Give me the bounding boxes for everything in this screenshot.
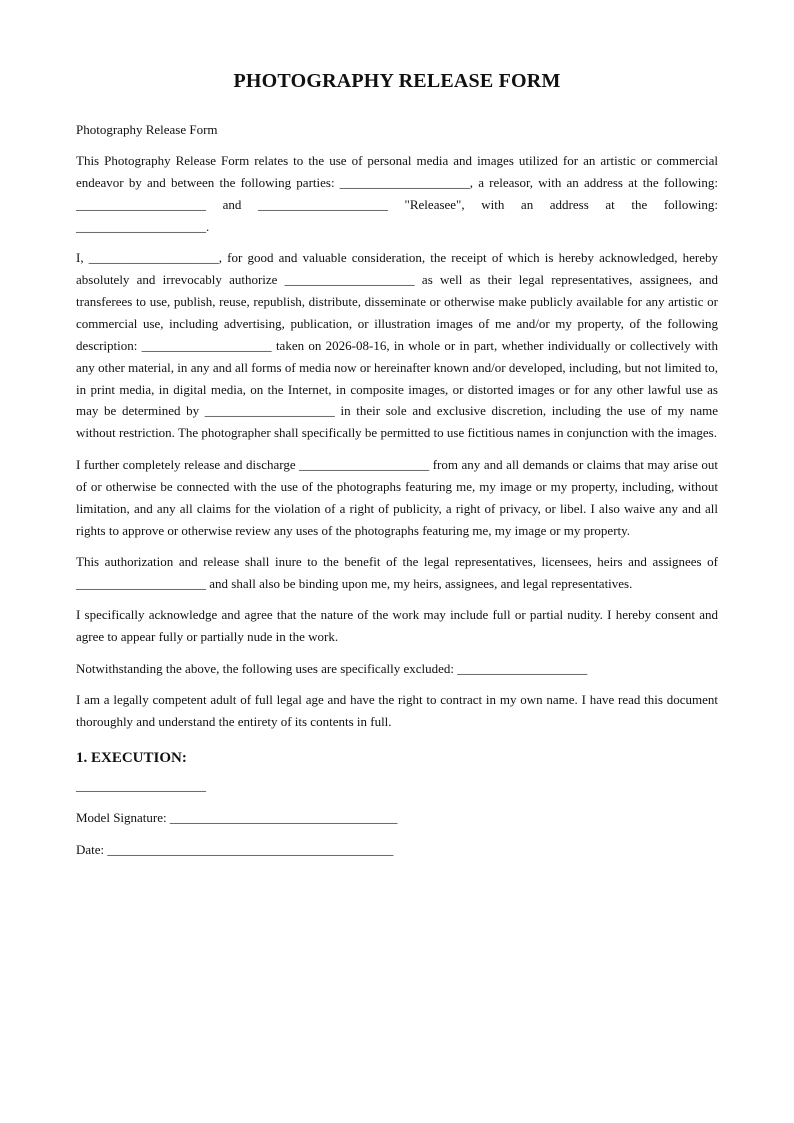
- paragraph-authorization: I, ____________________, for good and valuable consideration, the receipt of which is hereby acknowledged, hereby absolutely and irrevocably authorize ____________________ as well as their legal representatives, assignees, and transferees to use, publish, reuse, republish, distribute, disseminate or otherwise make publicly available for any artistic or commercial use, including advertising, publication, or illustration images of me and/or my property, of the following description: ____________________ taken on 2026-08-16, in whole or in part, whether individually or collectively with any other material, in any and all forms of media now or hereinafter known and/or developed, including, but not limited to, in print media, in digital media, on the Internet, in composite images, or distorted images or for any other lawful use as may be determined by ____________________ in their sole and exclusive discretion, including the use of my name without restriction. The photographer shall specifically be permitted to use fictitious names in conjunction with the images.: [76, 250, 718, 441]
- paragraph-release: I further completely release and discharge ____________________ from any and all demands or claims that may arise out of or otherwise be connected with the use of the photographs featuring me, my image or my property, including, without limitation, and any all claims for the violation of a right of publicity, a right of privacy, or libel. I also waive any and all rights to approve or otherwise review any uses of the photographs featuring me, my image or my property.: [76, 456, 718, 538]
- paragraph-parties: This Photography Release Form relates to the use of personal media and images utilized for an artistic or commercial endeavor by and between the following parties: ____________________, a releasor, with an address at the following: ____________________ and ____________________ "Releasee", with an address at the following: ____________________.: [76, 153, 718, 234]
- date-line: Date: ____________________________________________: [76, 841, 394, 857]
- signature-blank-line: ____________________: [76, 777, 206, 793]
- document-subtitle: Photography Release Form: [76, 122, 218, 137]
- paragraph-exclusions: Notwithstanding the above, the following uses are specifically excluded: ____________________: [76, 660, 588, 676]
- paragraph-competency: I am a legally competent adult of full legal age and have the right to contract in my own name. I have read this document thoroughly and understand the entirety of its contents in full.: [76, 691, 718, 729]
- model-signature-line: Model Signature: ___________________________________: [76, 809, 398, 825]
- paragraph-inurement: This authorization and release shall inure to the benefit of the legal representatives, licensees, heirs and assignees of ____________________ and shall also be binding upon me, my heirs, assignees, and legal representatives.: [76, 553, 718, 591]
- execution-heading: 1. EXECUTION:: [76, 749, 187, 766]
- paragraph-nudity: I specifically acknowledge and agree that the nature of the work may include full or partial nudity. I hereby consent and agree to appear fully or partially nude in the work.: [76, 607, 718, 645]
- page-title: PHOTOGRAPHY RELEASE FORM: [233, 70, 561, 92]
